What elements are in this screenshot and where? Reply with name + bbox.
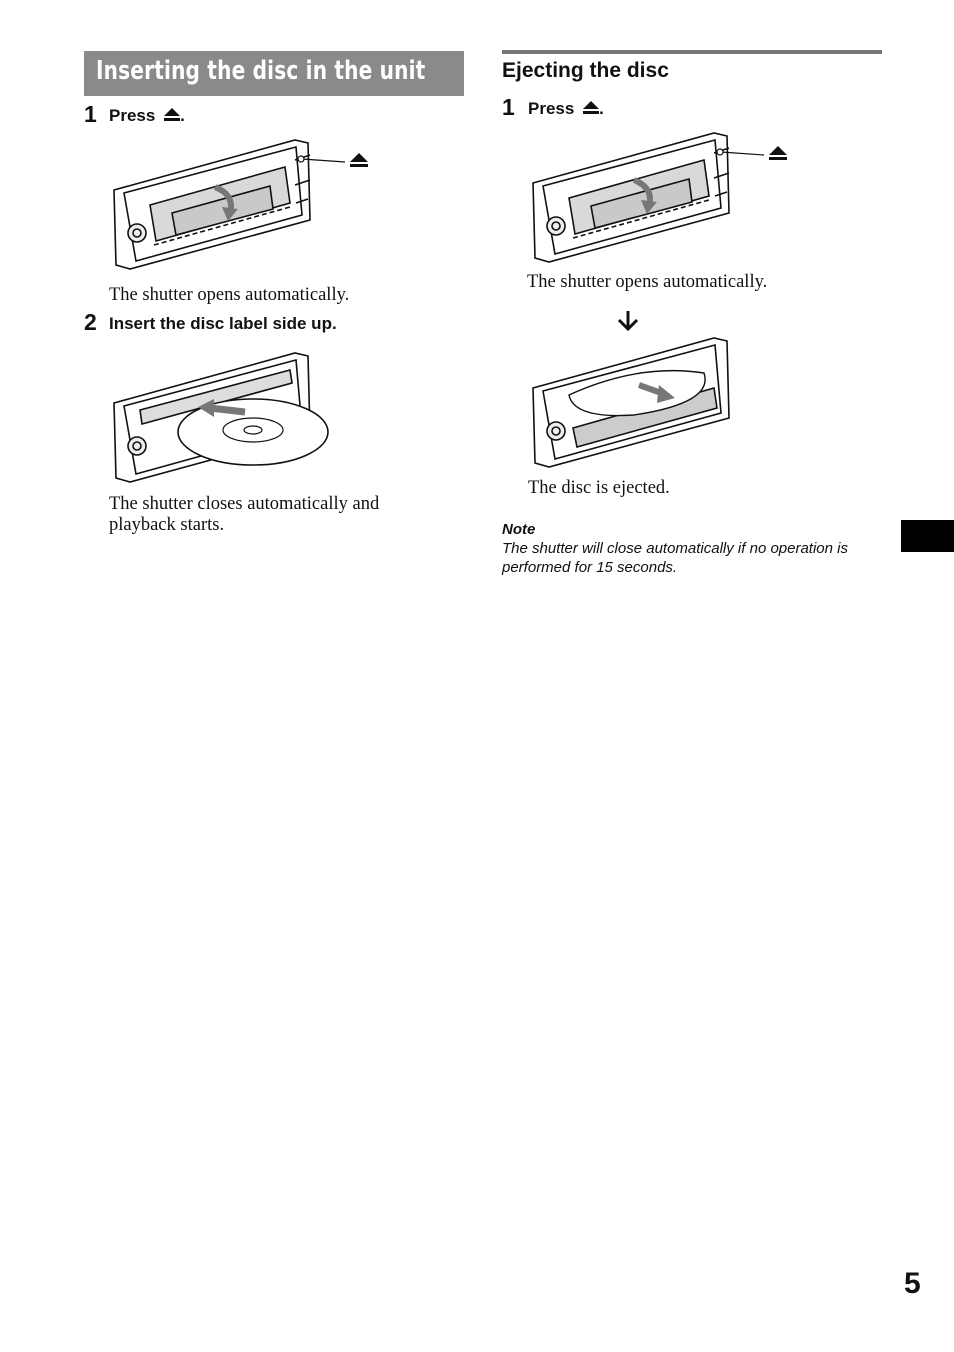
car-stereo-illustration-eject	[529, 333, 739, 473]
section-title-banner	[84, 51, 464, 96]
step-text	[528, 99, 604, 119]
step-suffix: .	[180, 106, 185, 125]
caption-line: The shutter closes automatically and	[109, 494, 380, 514]
note-line: performed for 15 seconds.	[502, 559, 678, 576]
caption-shutter-opens: The shutter opens automatically.	[527, 272, 768, 292]
step-label: Press	[109, 106, 156, 125]
step-label: Press	[528, 99, 575, 118]
caption-shutter-opens: The shutter opens automatically.	[109, 285, 350, 305]
section-heading: Ejecting the disc	[502, 59, 669, 82]
car-stereo-illustration-open	[529, 128, 794, 268]
arrow-down-icon	[617, 310, 639, 332]
caption-disc-ejected: The disc is ejected.	[528, 478, 670, 498]
section-title: Inserting the disc in the unit	[96, 56, 426, 86]
car-stereo-illustration-insert	[110, 348, 335, 486]
note-line: The shutter will close automatically if no operation is	[502, 540, 848, 557]
caption-shutter-closes	[109, 494, 379, 536]
eject-icon	[583, 101, 599, 115]
car-stereo-illustration-open	[110, 135, 375, 275]
note-heading: Note	[502, 521, 536, 538]
page-number: 5	[904, 1267, 921, 1300]
step-number: 2	[84, 309, 97, 335]
step-suffix: .	[599, 99, 604, 118]
eject-icon	[164, 108, 180, 122]
section-tab-marker	[901, 520, 954, 552]
eject-icon	[769, 146, 787, 160]
section-rule	[502, 50, 882, 54]
caption-line: playback starts.	[109, 515, 225, 535]
step-number: 1	[502, 94, 515, 120]
step-text: Insert the disc label side up.	[109, 314, 337, 333]
note-text	[502, 539, 848, 577]
eject-icon	[350, 153, 368, 167]
step-text	[109, 106, 185, 126]
step-number: 1	[84, 101, 97, 127]
